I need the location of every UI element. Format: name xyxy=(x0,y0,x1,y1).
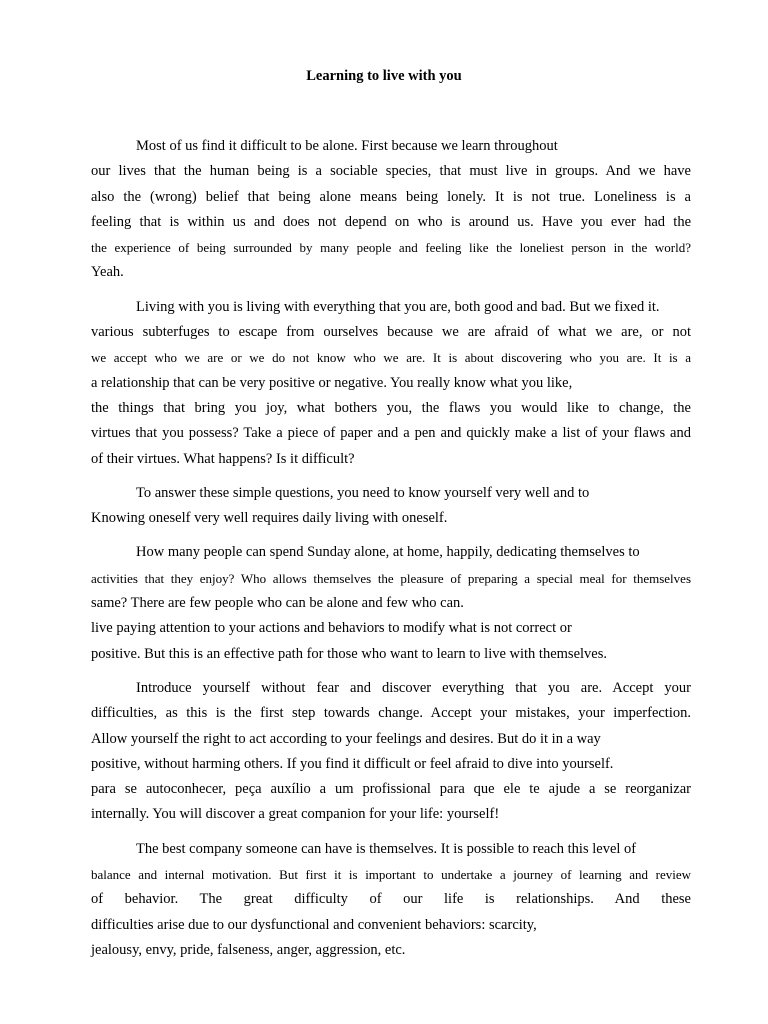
paragraph-1 xyxy=(91,134,691,286)
text-line: Living with you is living with everything that you are, both good and bad. But we fixed it. xyxy=(136,298,660,315)
text-line: positive. But this is an effective path for those who want to learn to live with themselves. xyxy=(91,645,607,662)
text-line: internally. You will discover a great companion for your life: yourself! xyxy=(91,806,500,823)
text-line: we accept who we are or we do not know who we are. It is about discovering who you are. It is a xyxy=(91,350,691,366)
text-line: Introduce yourself without fear and discover everything that you are. Accept your xyxy=(136,679,691,696)
text-line: the things that bring you joy, what bothers you, the flaws you would like to change, the xyxy=(91,399,691,416)
text-line: a relationship that can be very positive or negative. You really know what you like, xyxy=(91,374,573,391)
text-line: jealousy, envy, pride, falseness, anger, aggression, etc. xyxy=(91,941,406,958)
text-line: Allow yourself the right to act according to your feelings and desires. But do it in a way xyxy=(91,730,601,747)
text-line: positive, without harming others. If you find it difficult or feel afraid to dive into yourself. xyxy=(91,755,614,772)
text-line: activities that they enjoy? Who allows themselves the pleasure of preparing a special meal for themselves xyxy=(91,570,691,586)
text-line: feeling that is within us and does not depend on who is around us. Have you ever had the xyxy=(91,213,691,230)
paragraph-6 xyxy=(91,837,691,963)
text-line: Knowing oneself very well requires daily living with oneself. xyxy=(91,510,448,527)
text-line: para se autoconhecer, peça auxílio a um profissional para que ele te ajude a se reorganizar xyxy=(91,781,691,798)
text-line: our lives that the human being is a sociable species, that must live in groups. And we have xyxy=(91,163,691,180)
text-line: How many people can spend Sunday alone, at home, happily, dedicating themselves to xyxy=(136,544,640,561)
document-title: Learning to live with you xyxy=(306,68,462,84)
text-line: the experience of being surrounded by many people and feeling like the loneliest person in the world? xyxy=(91,240,691,256)
text-line: The best company someone can have is themselves. It is possible to reach this level of xyxy=(136,840,637,857)
text-line: same? There are few people who can be alone and few who can. xyxy=(91,595,464,612)
text-line: live paying attention to your actions and behaviors to modify what is not correct or xyxy=(91,620,572,637)
text-line: balance and internal motivation. But first it is important to undertake a journey of learning and review xyxy=(91,867,691,883)
text-line: of behavior. The great difficulty of our life is relationships. And these xyxy=(91,891,691,908)
text-line: difficulties, as this is the first step towards change. Accept your mistakes, your imperfection. xyxy=(91,705,691,722)
paragraph-4 xyxy=(91,540,691,666)
text-line: Most of us find it difficult to be alone. First because we learn throughout xyxy=(136,138,558,154)
text-line: difficulties arise due to our dysfunctional and convenient behaviors: scarcity, xyxy=(91,916,537,933)
text-line: various subterfuges to escape from ourselves because we are afraid of what we are, or not xyxy=(91,324,691,341)
text-line: virtues that you possess? Take a piece of paper and a pen and quickly make a list of your flaws and xyxy=(91,425,691,442)
paragraph-2 xyxy=(91,295,691,472)
paragraph-5 xyxy=(91,676,691,828)
text-line: also the (wrong) belief that being alone means being lonely. It is not true. Loneliness is a xyxy=(91,188,691,205)
text-line: To answer these simple questions, you need to know yourself very well and to xyxy=(136,484,590,501)
text-line: of their virtues. What happens? Is it difficult? xyxy=(91,450,355,467)
paragraph-3 xyxy=(91,481,691,532)
text-line: Yeah. xyxy=(91,264,124,281)
document-body xyxy=(91,134,691,972)
